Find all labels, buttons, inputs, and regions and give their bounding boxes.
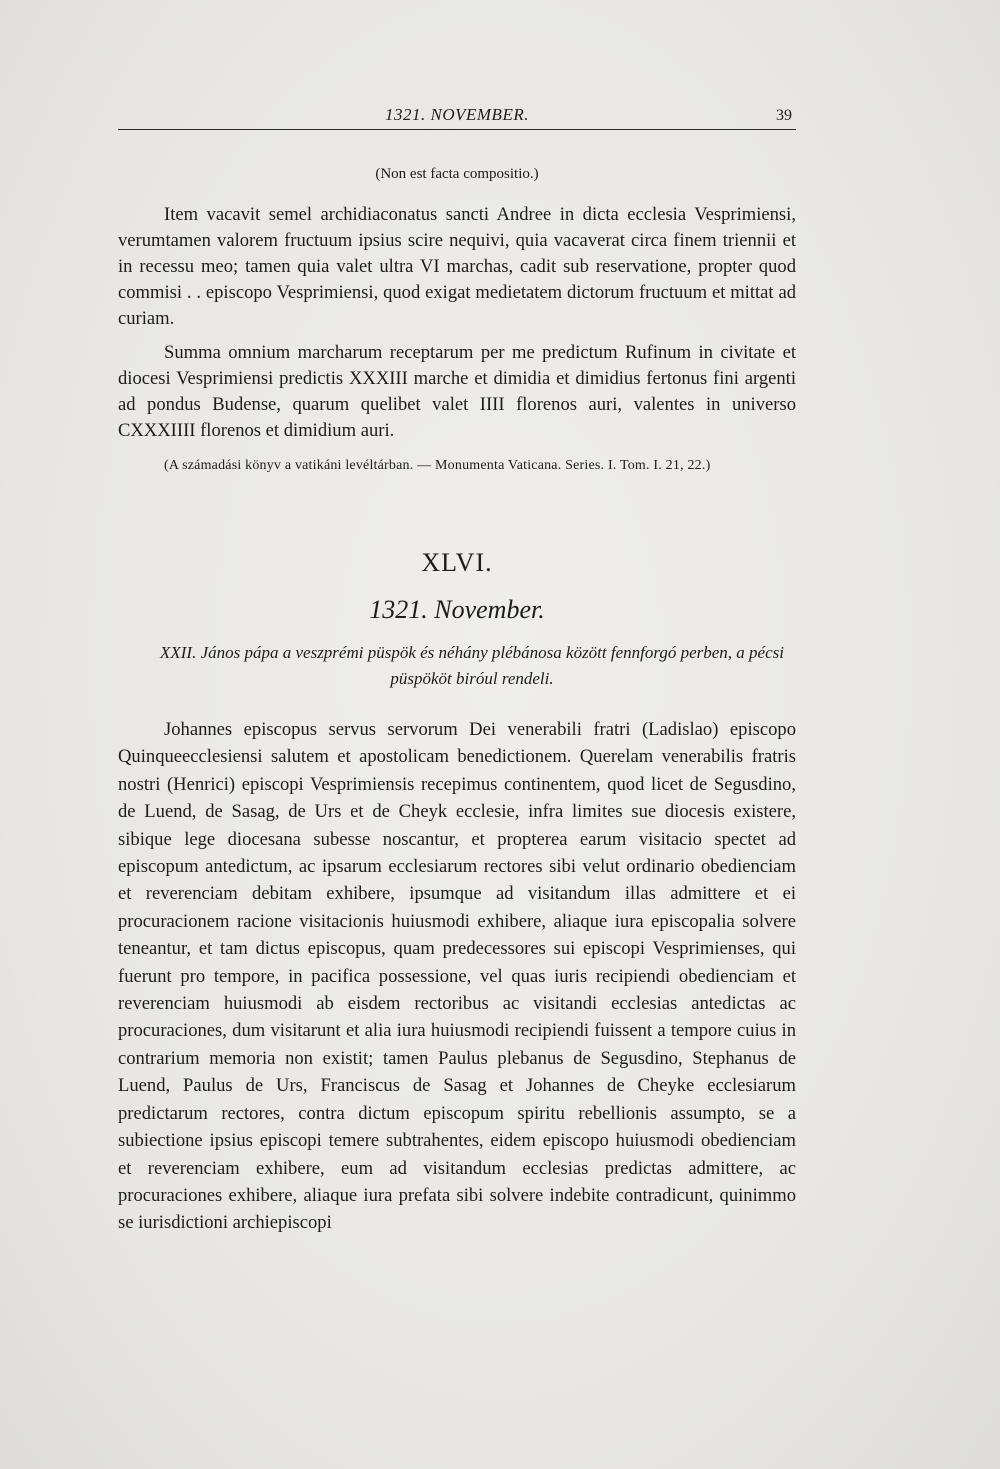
paragraph-archidiaconatus: Item vacavit semel archidiaconatus sancti Andree in dicta ecclesia Vesprimiensi, verumtamen valorem fructuum ipsius scire nequivi, quia vacaverat circa finem triennii et in recessu meo; tamen quia valet ultra VI marchas, cadit sub reservatione, propter quod commisi . . episcopo Vesprimiensi, quod exigat medietatem dictorum fructuum et mittat ad curiam. <box>118 204 796 329</box>
running-header <box>118 103 796 130</box>
paragraph-summa: Summa omnium marcharum receptarum per me predictum Rufinum in civitate et diocesi Vesprimiensi predictis XXXIII marche et dimidia et dimidius fertonus fini argenti ad pondus Budense, quarum quelibet valet IIII florenos auri, valentes in universo CXXXIIII florenos et dimidium auri. <box>118 342 796 441</box>
document-number: XLVI. <box>421 548 493 577</box>
header-title: 1321. NOVEMBER. <box>385 105 529 124</box>
page-number: 39 <box>776 107 792 124</box>
document-summary: XXII. János pápa a veszprémi püspök és néhány plébánosa között fennforgó perben, a pécsi püspököt biróul rendeli. <box>159 643 784 688</box>
document-date: 1321. November. <box>369 595 545 624</box>
source-citation: (A számadási könyv a vatikáni levéltárban. — Monumenta Vaticana. Series. I. Tom. I. 21, 22.) <box>164 458 711 473</box>
composition-note: (Non est facta compositio.) <box>375 166 539 182</box>
document-body-text: Johannes episcopus servus servorum Dei venerabili fratri (Ladislao) episcopo Quinqueecclesiensi salutem et apostolicam benedictionem. Querelam venerabilis fratris nostri (Henrici) episcopi Vesprimiensis recepimus continentem, quod licet de Segusdino, de Luend, de Sasag, de Urs et de Cheyk ecclesie, infra limites sue diocesis existere, sibique lege diocesana subesse noscantur, et propterea earum visitacio spectet ad episcopum antedictum, ac ipsarum ecclesiarum rectores sibi velut ordinario obedienciam et reverenciam debitam exhibere, ipsumque ad visitandum illas admittere et ei procuracionem racione visitacionis huiusmodi exhibere, aliaque iura episcopalia solvere teneantur, et tam dictus episcopus, quam predecessores sui episcopi Vesprimienses, qui fuerunt pro tempore, in pacifica possessione, vel quas iuris recipiendi obedienciam et reverenciam huiusmodi ab eisdem rectoribus ac visitandi ecclesias antedictas ac procuraciones, dum visitarunt et alia iura huiusmodi recipiendi fuissent a tempore cuius in contrarium memoria non existit; tamen Paulus plebanus de Segusdino, Stephanus de Luend, Paulus de Urs, Franciscus de Sasag et Johannes de Cheyke ecclesiarum predictarum rectores, contra dictum episcopum spiritu rebellionis assumpto, se a subiectione ipsius episcopi temere subtrahentes, eidem episcopo huiusmodi obedienciam et reverenciam exhibere, eum ad visitandum ecclesias predictas admittere, ac procuraciones exhibere, aliaque iura prefata sibi solvere indebite contradicunt, quinimmo se iurisdictioni archiepiscopi <box>118 719 796 1234</box>
